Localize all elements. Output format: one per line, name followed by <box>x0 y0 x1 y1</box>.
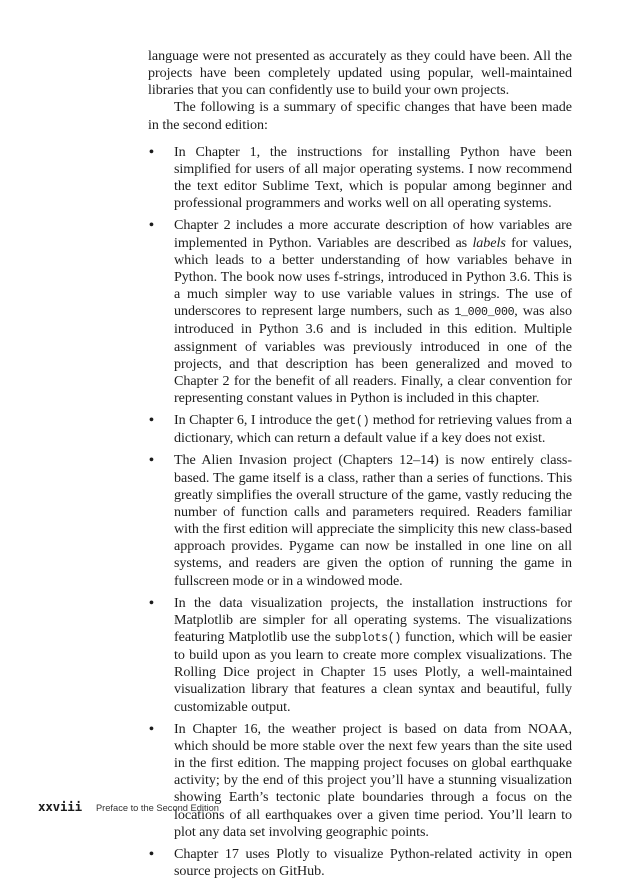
list-item <box>148 846 572 880</box>
bullet-icon: • <box>149 845 154 862</box>
list-item-text: Chapter 2 includes a more accurate description of how variables are implemented in Python. Variables are described as <box>174 217 572 251</box>
bullet-icon: • <box>149 720 154 737</box>
list-item-text: for values, which leads to a better understanding of how variables behave in Python. The book now uses f-strings, introduced in Python 3.6. This is a much simpler way to use variable values in strings. The use of underscores to represent large numbers, such as <box>174 234 572 320</box>
bullet-icon: • <box>149 594 154 611</box>
list-item <box>148 412 572 447</box>
list-item-text: In Chapter 16, the weather project is based on data from NOAA, which should be more stable over the next few years than the site used in the first edition. The mapping project focuses on global earthquake activity; by the end of this project you’ll have a stunning visualization showing Earth’s tectonic plate boundaries through a focus on the locations of all earthquakes over a given time period. You’ll learn to plot any data set involving geographic points. <box>174 720 572 840</box>
changes-list <box>148 144 572 880</box>
list-item <box>148 452 572 589</box>
list-item-text: method for retrieving values from a dictionary, which can return a default value if a key does not exist. <box>174 412 572 447</box>
list-item <box>148 144 572 213</box>
list-item-text: , was also introduced in Python 3.6 and is included in this edition. Multiple assignment of variables was previously introduced in one of the projects, and that description has been generalized and moved to Chapter 2 for the benefit of all readers. Finally, a clear convention for representing constant values in Python is included in this chapter. <box>174 303 572 406</box>
inline-code: subplots() <box>334 632 402 645</box>
list-item-text: In Chapter 1, the instructions for installing Python have been simplified for users of all major operating systems. I now recommend the text editor Sublime Text, which is popular among beginner and professional programmers and works well on all operating systems. <box>174 143 572 212</box>
inline-code: get() <box>335 415 370 429</box>
bullet-icon: • <box>149 217 154 234</box>
bullet-icon: • <box>149 452 154 469</box>
emphasis-labels: labels <box>472 234 506 251</box>
list-item-text: In Chapter 6, I introduce the <box>174 412 336 429</box>
page-footer <box>38 799 219 814</box>
paragraph-continued: language were not presented as accurately as they could have been. All the projects have been completely updated using popular, well-maintained libraries that you can confidently use to build your own projects. <box>148 48 572 99</box>
inline-code: 1_000_000 <box>454 306 515 320</box>
list-item <box>148 721 572 841</box>
paragraph-summary-intro: The following is a summary of specific changes that have been made in the second edition: <box>148 99 572 133</box>
bullet-icon: • <box>149 412 154 429</box>
page-body <box>148 48 572 885</box>
list-item-text: Chapter 17 uses Plotly to visualize Python-related activity in open source projects on GitHub. <box>174 845 572 880</box>
running-head: Preface to the Second Edition <box>95 803 219 813</box>
page-number: xxviii <box>38 799 82 814</box>
list-item-text: The Alien Invasion project (Chapters 12–14) is now entirely class-based. The game itself is a class, rather than a series of functions. This greatly simplifies the overall structure of the game, vastly reducing the number of function calls and parameters required. Readers familiar with the first edition will appreciate the simplicity this new class-based approach provides. Pygame can now be installed in one line on all systems, and readers are given the option of running the game in fullscreen mode or in a windowed mode. <box>174 452 572 589</box>
list-item-text: function, which will be easier to build upon as you learn to create more complex visualizations. The Rolling Dice project in Chapter 15 uses Plotly, a well-maintained visualization library that features a clean syntax and beautiful, fully customizable output. <box>174 629 572 715</box>
list-item-text: In the data visualization projects, the installation instructions for Matplotlib are simpler for all operating systems. The visualizations featuring Matplotlib use the <box>174 594 572 645</box>
list-item <box>148 595 572 716</box>
list-item <box>148 217 572 407</box>
bullet-icon: • <box>149 143 154 160</box>
